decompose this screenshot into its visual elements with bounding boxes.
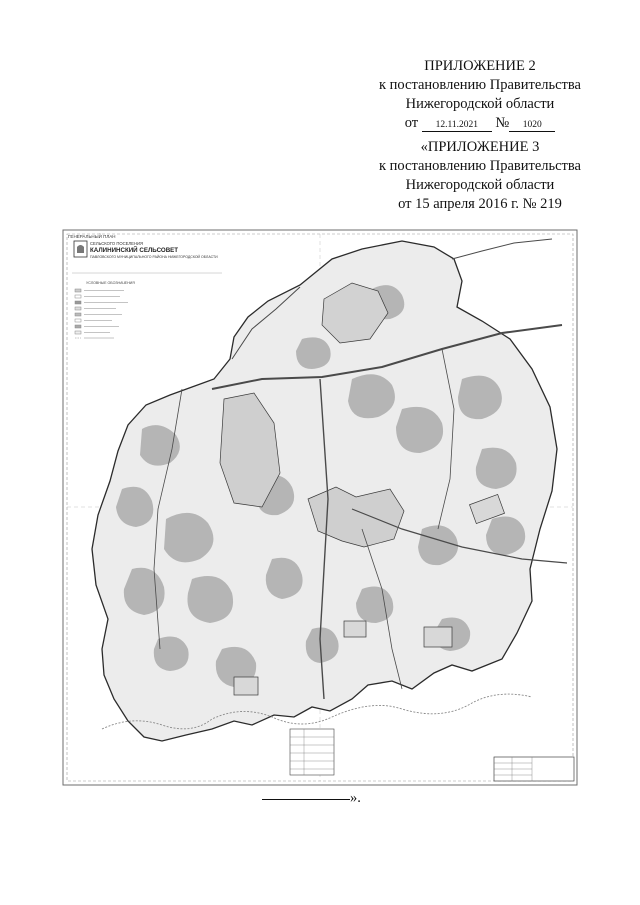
appendix-3-region-line: Нижегородской области <box>405 177 555 193</box>
appendix-2-resolution-line: к постановлению Правительства <box>379 77 581 93</box>
appendix-3-resolution-line: к постановлению Правительства <box>379 158 581 174</box>
closing-quote: ». <box>350 790 361 806</box>
map-plan-sublabel: СЕЛЬСКОГО ПОСЕЛЕНИЯ <box>90 241 144 246</box>
appendix-3-date-line: от 15 апреля 2016 г. № 219 <box>398 196 562 212</box>
appendix-2-date-number-line <box>330 114 630 133</box>
appendix-3-title: «ПРИЛОЖЕНИЕ 3 <box>420 139 540 155</box>
appendix-3-header <box>330 138 630 214</box>
appendix-2-header <box>330 57 630 133</box>
settlement-southeast <box>424 627 452 647</box>
number-label: № <box>495 115 510 131</box>
closing-blank-line <box>262 799 350 800</box>
bottom-stamp-right <box>494 757 574 781</box>
resolution-number: 1020 <box>509 120 555 132</box>
appendix-2-region-line: Нижегородской области <box>405 96 555 112</box>
closing-mark <box>262 790 361 807</box>
bottom-stamp-left <box>290 729 334 775</box>
settlement-south <box>234 677 258 695</box>
legend-title: УСЛОВНЫЕ ОБОЗНАЧЕНИЯ <box>86 281 135 285</box>
settlement-southcenter <box>344 621 366 637</box>
from-label: от <box>404 115 419 131</box>
map-district-name: ПАВЛОВСКОГО МУНИЦИПАЛЬНОГО РАЙОНА НИЖЕГОРОДСКОЙ ОБЛАСТИ <box>90 255 218 259</box>
general-plan-map <box>62 229 578 786</box>
map-settlement-name: КАЛИНИНСКИЙ СЕЛЬСОВЕТ <box>90 247 179 254</box>
appendix-2-title: ПРИЛОЖЕНИЕ 2 <box>424 58 536 74</box>
map-plan-label: ГЕНЕРАЛЬНЫЙ ПЛАН <box>68 234 116 239</box>
resolution-date: 12.11.2021 <box>422 120 492 132</box>
